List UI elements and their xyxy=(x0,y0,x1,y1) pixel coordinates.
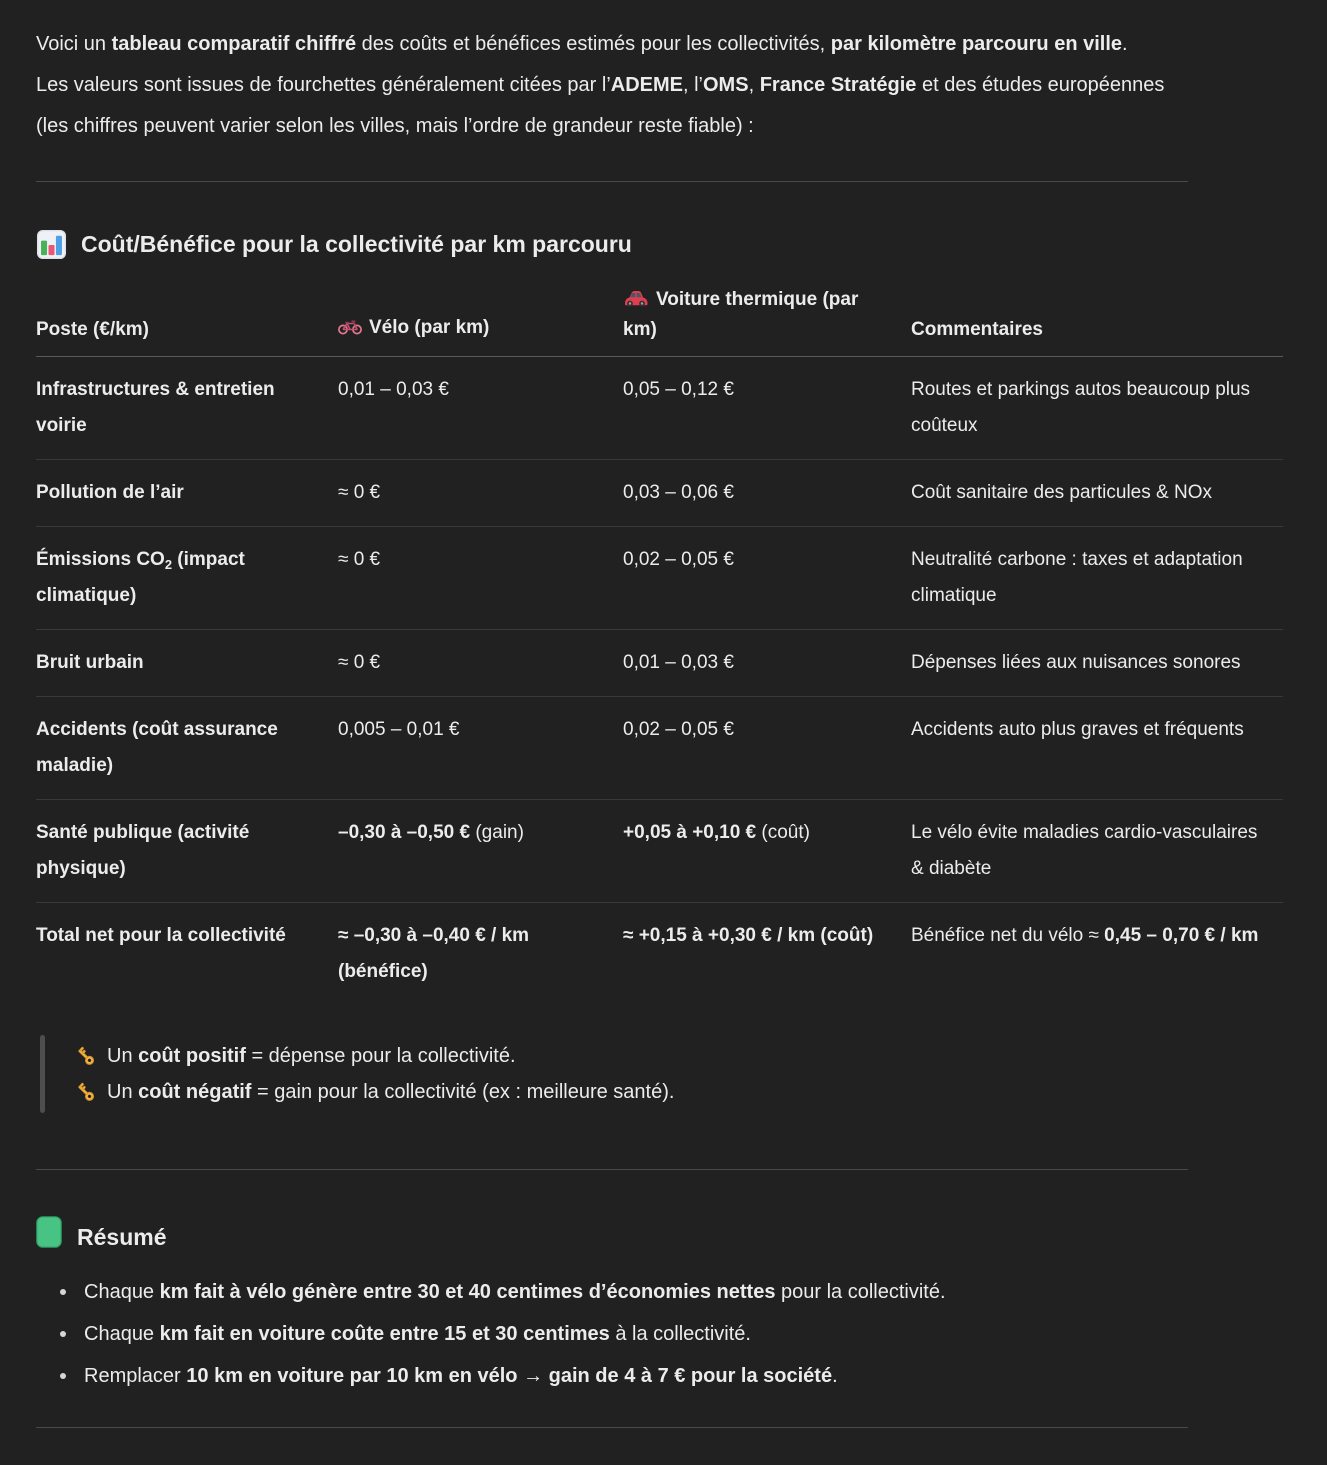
table-row xyxy=(36,357,1283,460)
cell-poste: Émissions $CO_2$ (impact climatique) xyxy=(36,549,245,606)
cell-voiture: 0,01 – 0,03 € xyxy=(623,652,734,673)
resume-heading xyxy=(36,1216,1287,1257)
cell-velo: 0,005 – 0,01 € xyxy=(338,719,460,740)
cell-commentaires: Routes et parkings autos beaucoup plus coûteux xyxy=(911,379,1251,436)
cell-commentaires: Neutralité carbone : taxes et adaptation climatique xyxy=(911,549,1243,606)
cell-commentaires: Accidents auto plus graves et fréquents xyxy=(911,719,1244,740)
divider-middle xyxy=(36,1169,1188,1170)
table-row xyxy=(36,903,1283,1006)
quote-line xyxy=(74,1038,1174,1074)
cell-poste: Total net pour la collectivité xyxy=(36,925,286,946)
table-header-row xyxy=(36,280,1283,357)
col-header-commentaires: Commentaires xyxy=(911,319,1043,340)
cell-velo: ≈ 0 € xyxy=(338,482,381,503)
table-row xyxy=(36,697,1283,800)
cell-poste: Accidents (coût assurance maladie) xyxy=(36,719,278,776)
cost-benefit-table xyxy=(36,280,1283,1005)
cell-voiture: 0,03 – 0,06 € xyxy=(623,482,734,503)
bicycle-icon xyxy=(338,316,362,344)
cell-voiture: 0,05 – 0,12 € xyxy=(623,379,734,400)
col-header-velo: Vélo (par km) xyxy=(338,280,623,357)
intro-paragraph-1: Voici un tableau comparatif chiffré des coûts et bénéfices estimés pour les collectivités, par kilomètre parcouru en ville. xyxy=(36,33,1128,55)
cell-voiture: 0,02 – 0,05 € xyxy=(623,549,734,570)
table-body xyxy=(36,357,1283,1006)
quote-text: Un coût positif = dépense pour la collectivité. xyxy=(107,1045,516,1067)
cell-velo: –0,30 à –0,50 € (gain) xyxy=(338,822,524,843)
resume-bullet: Chaque km fait à vélo génère entre 30 et 40 centimes d’économies nettes pour la collectivité. xyxy=(84,1271,1244,1313)
resume-bullet: Remplacer 10 km en voiture par 10 km en vélo → gain de 4 à 7 € pour la société. xyxy=(84,1355,1244,1397)
divider-bottom xyxy=(36,1427,1188,1428)
table-row xyxy=(36,800,1283,903)
resume-title: Résumé xyxy=(77,1223,167,1250)
cell-voiture: 0,02 – 0,05 € xyxy=(623,719,734,740)
cell-poste: Santé publique (activité physique) xyxy=(36,822,250,879)
cell-velo: 0,01 – 0,03 € xyxy=(338,379,449,400)
cell-voiture: ≈ +0,15 à +0,30 € / km (coût) xyxy=(623,925,874,946)
cell-commentaires: Dépenses liées aux nuisances sonores xyxy=(911,652,1241,673)
table-section-heading xyxy=(36,228,1287,260)
green-square-icon xyxy=(36,1216,62,1257)
table-row xyxy=(36,527,1283,630)
cell-commentaires: Coût sanitaire des particules & NOx xyxy=(911,482,1212,503)
cell-voiture: +0,05 à +0,10 € (coût) xyxy=(623,822,810,843)
cell-velo: ≈ 0 € xyxy=(338,652,381,673)
bar-chart-icon xyxy=(36,229,67,260)
key-notes-blockquote xyxy=(40,1035,1174,1113)
cell-velo: ≈ 0 € xyxy=(338,549,381,570)
key-icon xyxy=(74,1081,97,1104)
cell-commentaires: Bénéfice net du vélo ≈ 0,45 – 0,70 € / km xyxy=(911,925,1259,946)
cell-poste: Pollution de l’air xyxy=(36,482,184,503)
divider-top xyxy=(36,181,1188,182)
table-row xyxy=(36,630,1283,697)
resume-list xyxy=(36,1271,1244,1397)
quote-text: Un coût négatif = gain pour la collectivité (ex : meilleure santé). xyxy=(107,1081,675,1103)
intro-paragraph-2: Les valeurs sont issues de fourchettes généralement citées par l’ADEME, l’OMS, France Stratégie et des études européennes (les chiffres peuvent varier selon les villes, mais l’ordre de grandeur reste fiable) : xyxy=(36,74,1165,137)
quote-line xyxy=(74,1074,1174,1110)
cell-poste: Infrastructures & entretien voirie xyxy=(36,379,275,436)
key-icon xyxy=(74,1045,97,1068)
cell-poste: Bruit urbain xyxy=(36,652,144,673)
cell-commentaires: Le vélo évite maladies cardio-vasculaires & diabète xyxy=(911,822,1258,879)
table-section-title: Coût/Bénéfice pour la collectivité par km parcouru xyxy=(81,231,632,257)
col-header-poste: Poste (€/km) xyxy=(36,319,149,340)
table-row xyxy=(36,460,1283,527)
cell-velo: ≈ –0,30 à –0,40 € / km (bénéfice) xyxy=(338,925,530,982)
resume-bullet: Chaque km fait en voiture coûte entre 15 et 30 centimes à la collectivité. xyxy=(84,1313,1244,1355)
col-header-voiture: Voiture thermique (par km) xyxy=(623,289,859,340)
car-icon xyxy=(623,288,649,316)
